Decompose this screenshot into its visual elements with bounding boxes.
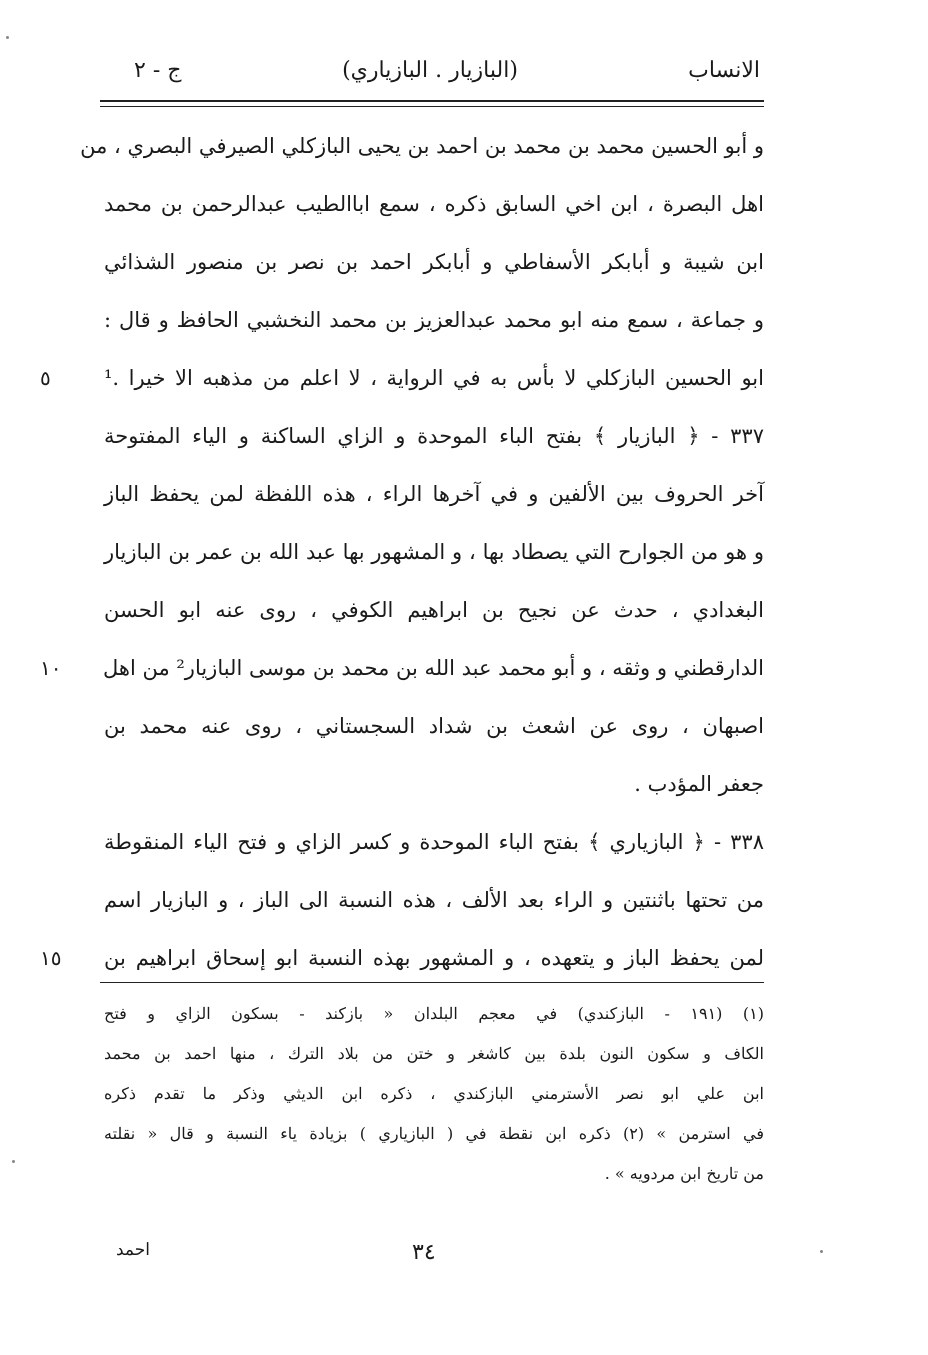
entry-heading-line: ٣٣٧ - ﴿ البازيار ﴾ بفتح الباء الموحدة و الزاي الساكنة و الياء المفتوحة [104, 424, 764, 448]
text-line: اصبهان ، روى عن اشعث بن شداد السجستاني ، روى عنه محمد بن [104, 714, 764, 738]
page-number: ٣٤ [412, 1240, 436, 1265]
scan-speck [6, 36, 9, 39]
header-rule-thin [100, 106, 764, 107]
page-header [100, 58, 760, 98]
section-title: (البازيار . البازياري) [342, 58, 518, 83]
footnote-line: الكاف و سكون النون بلدة بين كاشغر و ختن من بلاد الترك ، منها احمد بن محمد [104, 1044, 764, 1063]
text-line: الدارقطني و وثقه ، و أبو محمد عبد الله بن محمد بن موسى البازيار² من اهل ١٠ [104, 646, 764, 704]
text-line: ابو الحسين البازكلي لا بأس به في الرواية ، لا اعلم من مذهبه الا خيرا .¹ ٥ [104, 356, 764, 414]
text-line: من تحتها باثنتين و الراء بعد الألف ، هذه النسبة الى الباز ، و البازيار اسم [104, 888, 764, 912]
footnote-line: من تاريخ ابن مردويه » . [604, 1164, 764, 1183]
text-line: و جماعة ، سمع منه ابو محمد عبدالعزيز بن محمد النخشبي الحافظ و قال : [104, 308, 764, 332]
margin-line-number: ١٥ [40, 946, 62, 970]
scan-speck [12, 1160, 15, 1163]
text-line: و هو من الجوارح التي يصطاد بها ، و المشهور بها عبد الله بن عمر بن البازيار [104, 540, 764, 564]
footnote-line: (١) (١٩١ - البازكندي) في معجم البلدان « بازكند - بسكون الزاي و فتح [104, 1004, 765, 1023]
text-line: جعفر المؤدب . [634, 772, 764, 796]
text-line: اهل البصرة ، ابن اخي السابق ذكره ، سمع اباالطيب عبدالرحمن بن محمد [104, 192, 764, 216]
text-line: آخر الحروف بين الألفين و في آخرها الراء ، هذه اللفظة لمن يحفظ الباز [104, 482, 764, 506]
footnote-line: في استرمن » (٢) ذكره ابن نقطة في ( البازياري ) بزيادة ياء النسبة و قال « نقلته [104, 1124, 765, 1143]
volume-label: ج - ٢ [134, 58, 182, 83]
entry-heading-line: ٣٣٨ - ﴿ البازياري ﴾ بفتح الباء الموحدة و كسر الزاي و فتح الياء المنقوطة [104, 830, 764, 854]
text-line: البغدادي ، حدث عن نجيح بن ابراهيم الكوفي ، روى عنه ابو الحسن [104, 598, 764, 622]
text-line: لمن يحفظ الباز و يتعهده ، و المشهور بهذه النسبة ابو إسحاق ابراهيم بن ١٥ [104, 936, 764, 994]
footnotes [104, 996, 764, 1196]
text-line: و أبو الحسين محمد بن محمد بن احمد بن يحيى البازكلي الصيرفي البصري ، من [80, 134, 764, 158]
margin-line-number: ٥ [40, 366, 51, 390]
text-line: ابن شيبة و أبابكر الأسفاطي و أبابكر احمد بن نصر بن منصور الشذائي [104, 250, 764, 274]
margin-line-number: ١٠ [40, 656, 62, 680]
header-rule-thick [100, 100, 764, 102]
scan-speck [820, 1250, 823, 1253]
book-title: الانساب [688, 58, 760, 83]
body-text [40, 124, 764, 994]
signature-mark: احمد [116, 1240, 150, 1260]
footnote-rule [100, 982, 764, 983]
footnote-line: ابن علي ابو نصر الأسترمني البازكندي ، ذكره ابن الديثي وذكر ما تقدم ذكره [104, 1084, 764, 1103]
